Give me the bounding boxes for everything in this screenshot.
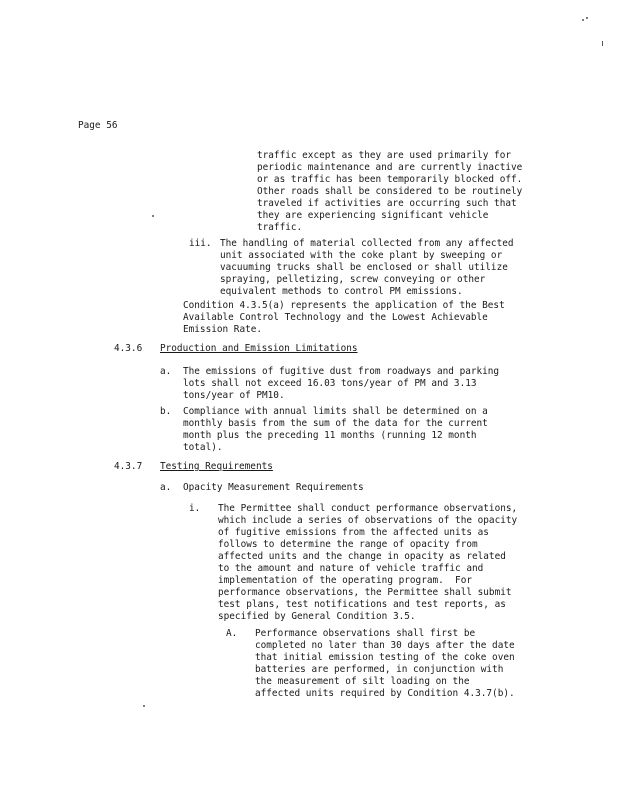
- text-line: Available Control Technology and the Lowest Achievable: [183, 312, 488, 323]
- scan-speck: [586, 17, 588, 19]
- text-line: lots shall not exceed 16.03 tons/year of PM and 3.13: [183, 378, 477, 389]
- scan-speck: [152, 215, 154, 217]
- text-line: which include a series of observations of the opacity: [218, 515, 518, 526]
- text-line: Compliance with annual limits shall be determined on a: [183, 406, 488, 417]
- text-line: monthly basis from the sum of the data for the current: [183, 418, 488, 429]
- text-line: they are experiencing significant vehicle: [257, 210, 489, 221]
- text-line: Performance observations shall first be: [255, 628, 476, 639]
- text-line: traffic.: [257, 222, 303, 233]
- section-title: Production and Emission Limitations: [160, 343, 358, 354]
- list-marker: b.: [160, 406, 172, 417]
- text-line: The handling of material collected from any affected: [220, 238, 514, 249]
- list-marker: iii.: [189, 238, 212, 249]
- subsection-title: Opacity Measurement Requirements: [183, 482, 364, 493]
- text-line: periodic maintenance and are currently inactive: [257, 162, 523, 173]
- section-title: Testing Requirements: [160, 461, 273, 472]
- list-marker: a.: [160, 482, 172, 493]
- text-line: affected units and the change in opacity as related: [218, 551, 506, 562]
- text-line: batteries are performed, in conjunction with: [255, 664, 504, 675]
- text-line: or as traffic has been temporarily blocked off.: [257, 174, 523, 185]
- list-marker: i.: [189, 503, 201, 514]
- section-number: 4.3.6: [114, 343, 143, 354]
- text-line: The emissions of fugitive dust from roadways and parking: [183, 366, 500, 377]
- text-line: Emission Rate.: [183, 324, 263, 335]
- scan-speck: [602, 41, 603, 46]
- text-line: tons/year of PM10.: [183, 390, 285, 401]
- list-marker: A.: [226, 628, 238, 639]
- text-line: spraying, pelletizing, screw conveying or other: [220, 274, 486, 285]
- scan-speck: [582, 19, 584, 21]
- text-line: completed no later than 30 days after the date: [255, 640, 515, 651]
- text-line: to the amount and nature of vehicle traffic and: [218, 563, 484, 574]
- text-line: equivalent methods to control PM emissions.: [220, 286, 463, 297]
- text-line: the measurement of silt loading on the: [255, 676, 470, 687]
- text-line: month plus the preceding 11 months (running 12 month: [183, 430, 477, 441]
- text-line: total).: [183, 442, 223, 453]
- text-line: test plans, test notifications and test reports, as: [218, 599, 506, 610]
- scan-speck: [143, 705, 145, 707]
- text-line: Other roads shall be considered to be routinely: [257, 186, 523, 197]
- text-line: that initial emission testing of the coke oven: [255, 652, 515, 663]
- text-line: Condition 4.3.5(a) represents the application of the Best: [183, 300, 505, 311]
- text-line: The Permittee shall conduct performance observations,: [218, 503, 518, 514]
- list-marker: a.: [160, 366, 172, 377]
- text-line: of fugitive emissions from the affected units as: [218, 527, 489, 538]
- text-line: vacuuming trucks shall be enclosed or shall utilize: [220, 262, 508, 273]
- text-line: implementation of the operating program. For: [218, 575, 472, 586]
- text-line: affected units required by Condition 4.3.7(b).: [255, 688, 515, 699]
- page-number: Page 56: [78, 120, 118, 131]
- text-line: specified by General Condition 3.5.: [218, 611, 416, 622]
- text-line: traveled if activities are occurring such that: [257, 198, 517, 209]
- text-line: traffic except as they are used primarily for: [257, 150, 511, 161]
- text-line: follows to determine the range of opacity from: [218, 539, 478, 550]
- text-line: performance observations, the Permittee shall submit: [218, 587, 512, 598]
- text-line: unit associated with the coke plant by sweeping or: [220, 250, 503, 261]
- section-number: 4.3.7: [114, 461, 143, 472]
